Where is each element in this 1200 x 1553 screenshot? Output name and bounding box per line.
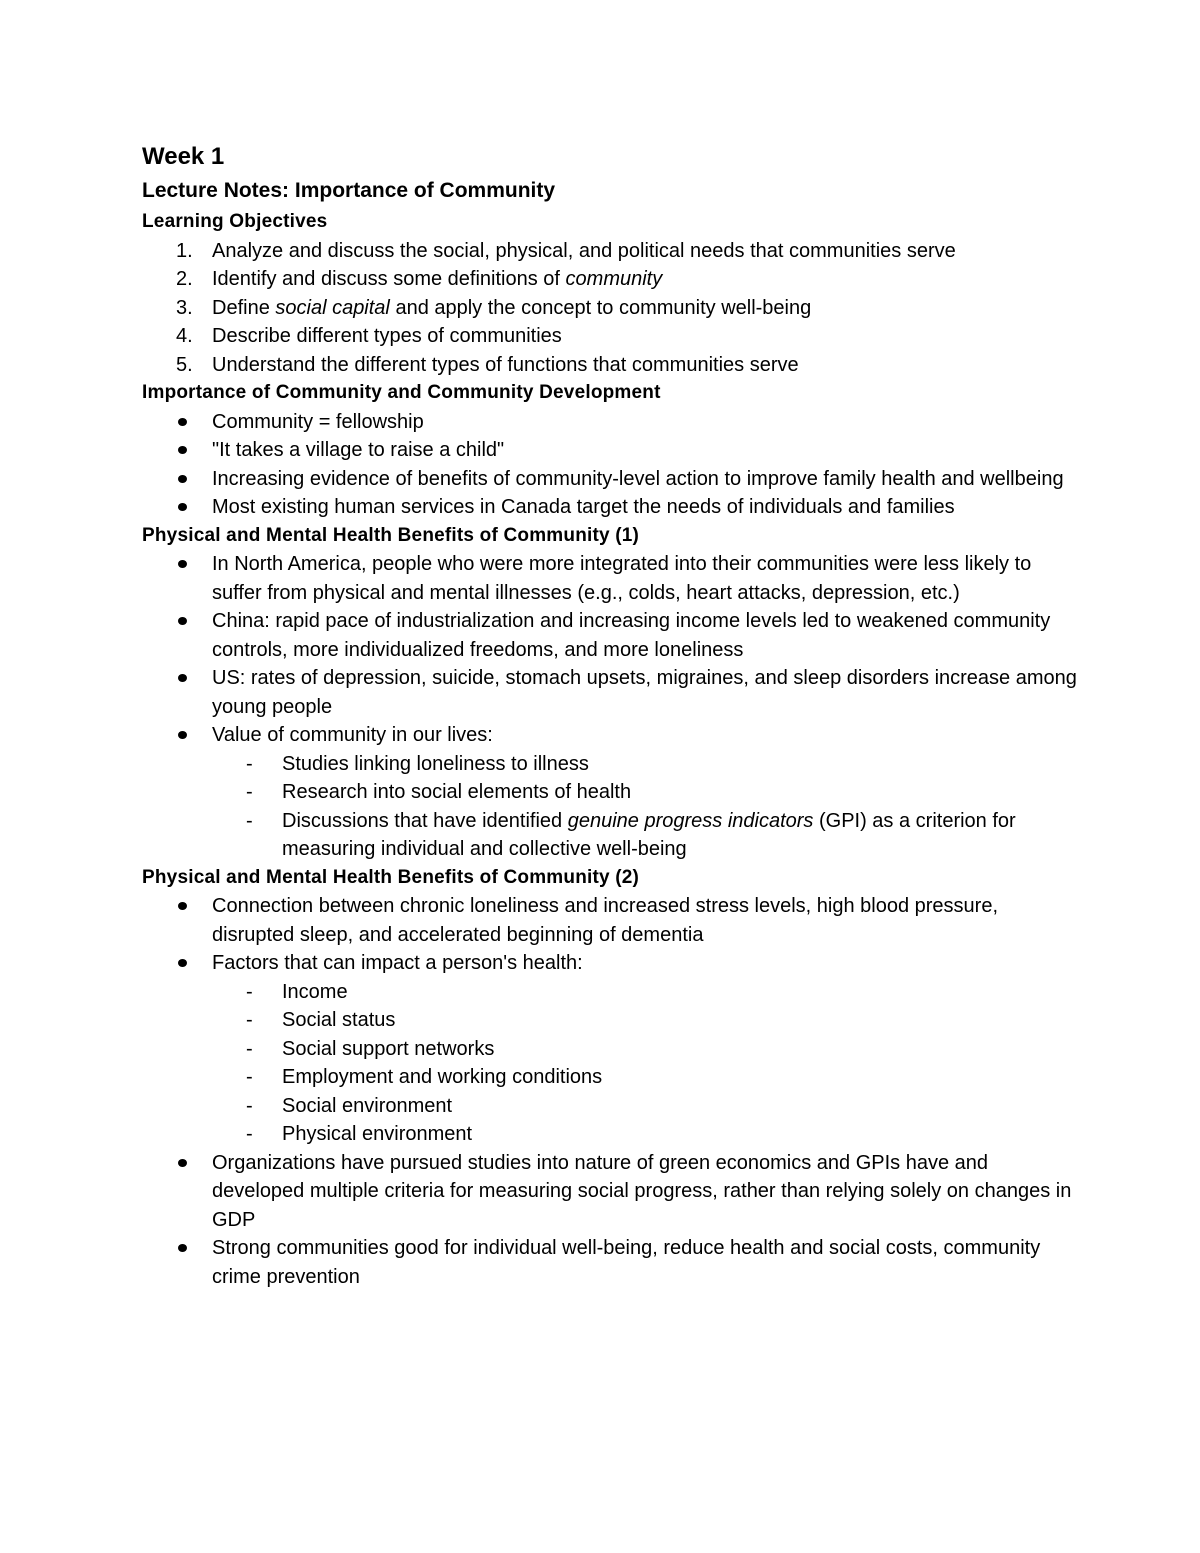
dash-icon: - <box>246 781 253 803</box>
bullet-list <box>142 408 1082 522</box>
sub-list-item-text <box>282 1063 1082 1092</box>
bullet-icon <box>178 902 187 910</box>
list-item-text <box>212 1234 1082 1291</box>
text-run: Strong communities good for individual well-being, reduce health and social costs, community crime prevention <box>212 1237 1041 1288</box>
list-item-text <box>212 607 1082 664</box>
list-item <box>142 493 1082 522</box>
list-number: 1. <box>176 239 193 262</box>
bullet-list <box>142 550 1082 864</box>
list-item <box>142 949 1082 978</box>
sub-list-item-text <box>282 1006 1082 1035</box>
lecture-title: Lecture Notes: Importance of Community <box>142 179 556 202</box>
list-item <box>142 892 1082 949</box>
sub-list-item <box>142 750 1082 779</box>
list-item <box>142 465 1082 494</box>
text-run: Value of community in our lives: <box>212 724 493 746</box>
objective-item <box>142 265 1082 294</box>
text-run: Connection between chronic loneliness and increased stress levels, high blood pressure, disrupted sleep, and accelerated beginning of dementia <box>212 895 999 946</box>
section-heading: Physical and Mental Health Benefits of Community (2) <box>142 866 640 888</box>
list-item-text <box>212 721 1082 750</box>
list-item-text <box>212 465 1082 494</box>
text-run: Employment and working conditions <box>282 1066 603 1088</box>
list-item <box>142 1234 1082 1291</box>
bullet-icon <box>178 674 187 682</box>
text-run: Understand the different types of functions that communities serve <box>212 353 799 376</box>
text-run: Factors that can impact a person's health: <box>212 952 583 974</box>
sub-list-item <box>142 1063 1082 1092</box>
objective-text <box>212 322 1082 351</box>
list-item <box>142 408 1082 437</box>
section-heading: Physical and Mental Health Benefits of Community (1) <box>142 524 640 546</box>
bullet-icon <box>178 1244 187 1252</box>
objective-text <box>212 294 1082 323</box>
bullet-icon <box>178 503 187 511</box>
text-run: Describe different types of communities <box>212 325 562 347</box>
list-item <box>142 664 1082 721</box>
dash-icon: - <box>246 1123 253 1145</box>
list-item <box>142 550 1082 607</box>
text-run: US: rates of depression, suicide, stomach upsets, migraines, and sleep disorders increase among young people <box>212 667 1077 718</box>
list-item-text <box>212 550 1082 607</box>
bullet-list <box>142 892 1082 1291</box>
objective-text <box>212 351 1082 380</box>
bullet-icon <box>178 731 187 739</box>
text-run: Income <box>282 980 348 1003</box>
list-number: 5. <box>176 353 193 376</box>
dash-icon: - <box>246 809 253 832</box>
bullet-icon <box>178 1159 187 1167</box>
sub-list-item <box>142 1120 1082 1149</box>
list-item-text <box>212 892 1082 949</box>
document-page <box>142 140 1082 1291</box>
objective-item <box>142 351 1082 380</box>
text-run: Discussions that have identified <box>282 809 568 832</box>
sub-list-item-text <box>282 1092 1082 1121</box>
list-item-text <box>212 493 1082 522</box>
list-item-text <box>212 949 1082 978</box>
sub-list-item <box>142 1006 1082 1035</box>
list-item <box>142 721 1082 750</box>
list-item <box>142 1149 1082 1235</box>
dash-icon: - <box>246 980 253 1003</box>
text-run: (GPI) as a criterion for measuring individual and collective well-being <box>282 809 1016 860</box>
dash-icon: - <box>246 1066 253 1088</box>
sub-list-item <box>142 1092 1082 1121</box>
bullet-icon <box>178 617 187 625</box>
objective-text <box>212 265 1082 294</box>
text-run: Organizations have pursued studies into nature of green economics and GPIs have and developed multiple criteria for measuring social progress, rather than relying solely on changes in GDP <box>212 1151 1072 1231</box>
text-run: Physical environment <box>282 1123 473 1145</box>
sub-list-item-text <box>282 978 1082 1007</box>
dash-icon: - <box>246 752 253 775</box>
list-number: 2. <box>176 268 193 290</box>
bullet-icon <box>178 418 187 426</box>
section-heading: Importance of Community and Community Development <box>142 382 661 403</box>
sub-list-item <box>142 1035 1082 1064</box>
sub-list-item-text <box>282 750 1082 779</box>
text-run: Community = fellowship <box>212 410 424 433</box>
italic-text: social capital <box>275 296 390 319</box>
list-item-text <box>212 1149 1082 1235</box>
objective-item <box>142 322 1082 351</box>
sections-container <box>142 379 1082 1291</box>
week-title: Week 1 <box>142 143 225 170</box>
italic-text: community <box>565 268 663 290</box>
list-number: 3. <box>176 296 193 319</box>
text-run: Social status <box>282 1009 396 1031</box>
text-run: Define <box>212 296 276 319</box>
list-item <box>142 607 1082 664</box>
list-item-text <box>212 436 1082 465</box>
list-item-text <box>212 408 1082 437</box>
sub-list-item-text <box>282 1035 1082 1064</box>
sub-list-item-text <box>282 807 1082 864</box>
list-number: 4. <box>176 325 193 347</box>
objectives-list <box>142 237 1082 380</box>
bullet-icon <box>178 560 187 568</box>
text-run: Social environment <box>282 1094 453 1117</box>
sub-list-item <box>142 778 1082 807</box>
bullet-icon <box>178 959 187 967</box>
text-run: Identify and discuss some definitions of <box>212 268 566 290</box>
dash-icon: - <box>246 1094 253 1117</box>
text-run: and apply the concept to community well-being <box>389 296 812 319</box>
text-run: Analyze and discuss the social, physical, and political needs that communities serve <box>212 239 956 262</box>
list-item-text <box>212 664 1082 721</box>
text-run: Studies linking loneliness to illness <box>282 752 589 775</box>
dash-icon: - <box>246 1009 253 1031</box>
text-run: China: rapid pace of industrialization and increasing income levels led to weakened community controls, more individualized freedoms, and more loneliness <box>212 610 1051 661</box>
objective-item <box>142 294 1082 323</box>
text-run: Social support networks <box>282 1037 495 1060</box>
bullet-icon <box>178 446 187 454</box>
dash-icon: - <box>246 1037 253 1060</box>
sub-list-item <box>142 978 1082 1007</box>
sub-list-item-text <box>282 1120 1082 1149</box>
text-run: Most existing human services in Canada target the needs of individuals and families <box>212 496 955 518</box>
text-run: In North America, people who were more integrated into their communities were less likely to suffer from physical and mental illnesses (e.g., colds, heart attacks, depression, etc.) <box>212 553 1032 604</box>
objectives-heading: Learning Objectives <box>142 211 328 232</box>
italic-text: genuine progress indicators <box>567 809 814 832</box>
sub-list-item-text <box>282 778 1082 807</box>
text-run: Increasing evidence of benefits of community-level action to improve family health and wellbeing <box>212 467 1064 490</box>
objective-item <box>142 237 1082 266</box>
text-run: Research into social elements of health <box>282 781 632 803</box>
bullet-icon <box>178 475 187 483</box>
text-run: "It takes a village to raise a child" <box>212 439 505 461</box>
list-item <box>142 436 1082 465</box>
sub-list-item <box>142 807 1082 864</box>
objective-text <box>212 237 1082 266</box>
